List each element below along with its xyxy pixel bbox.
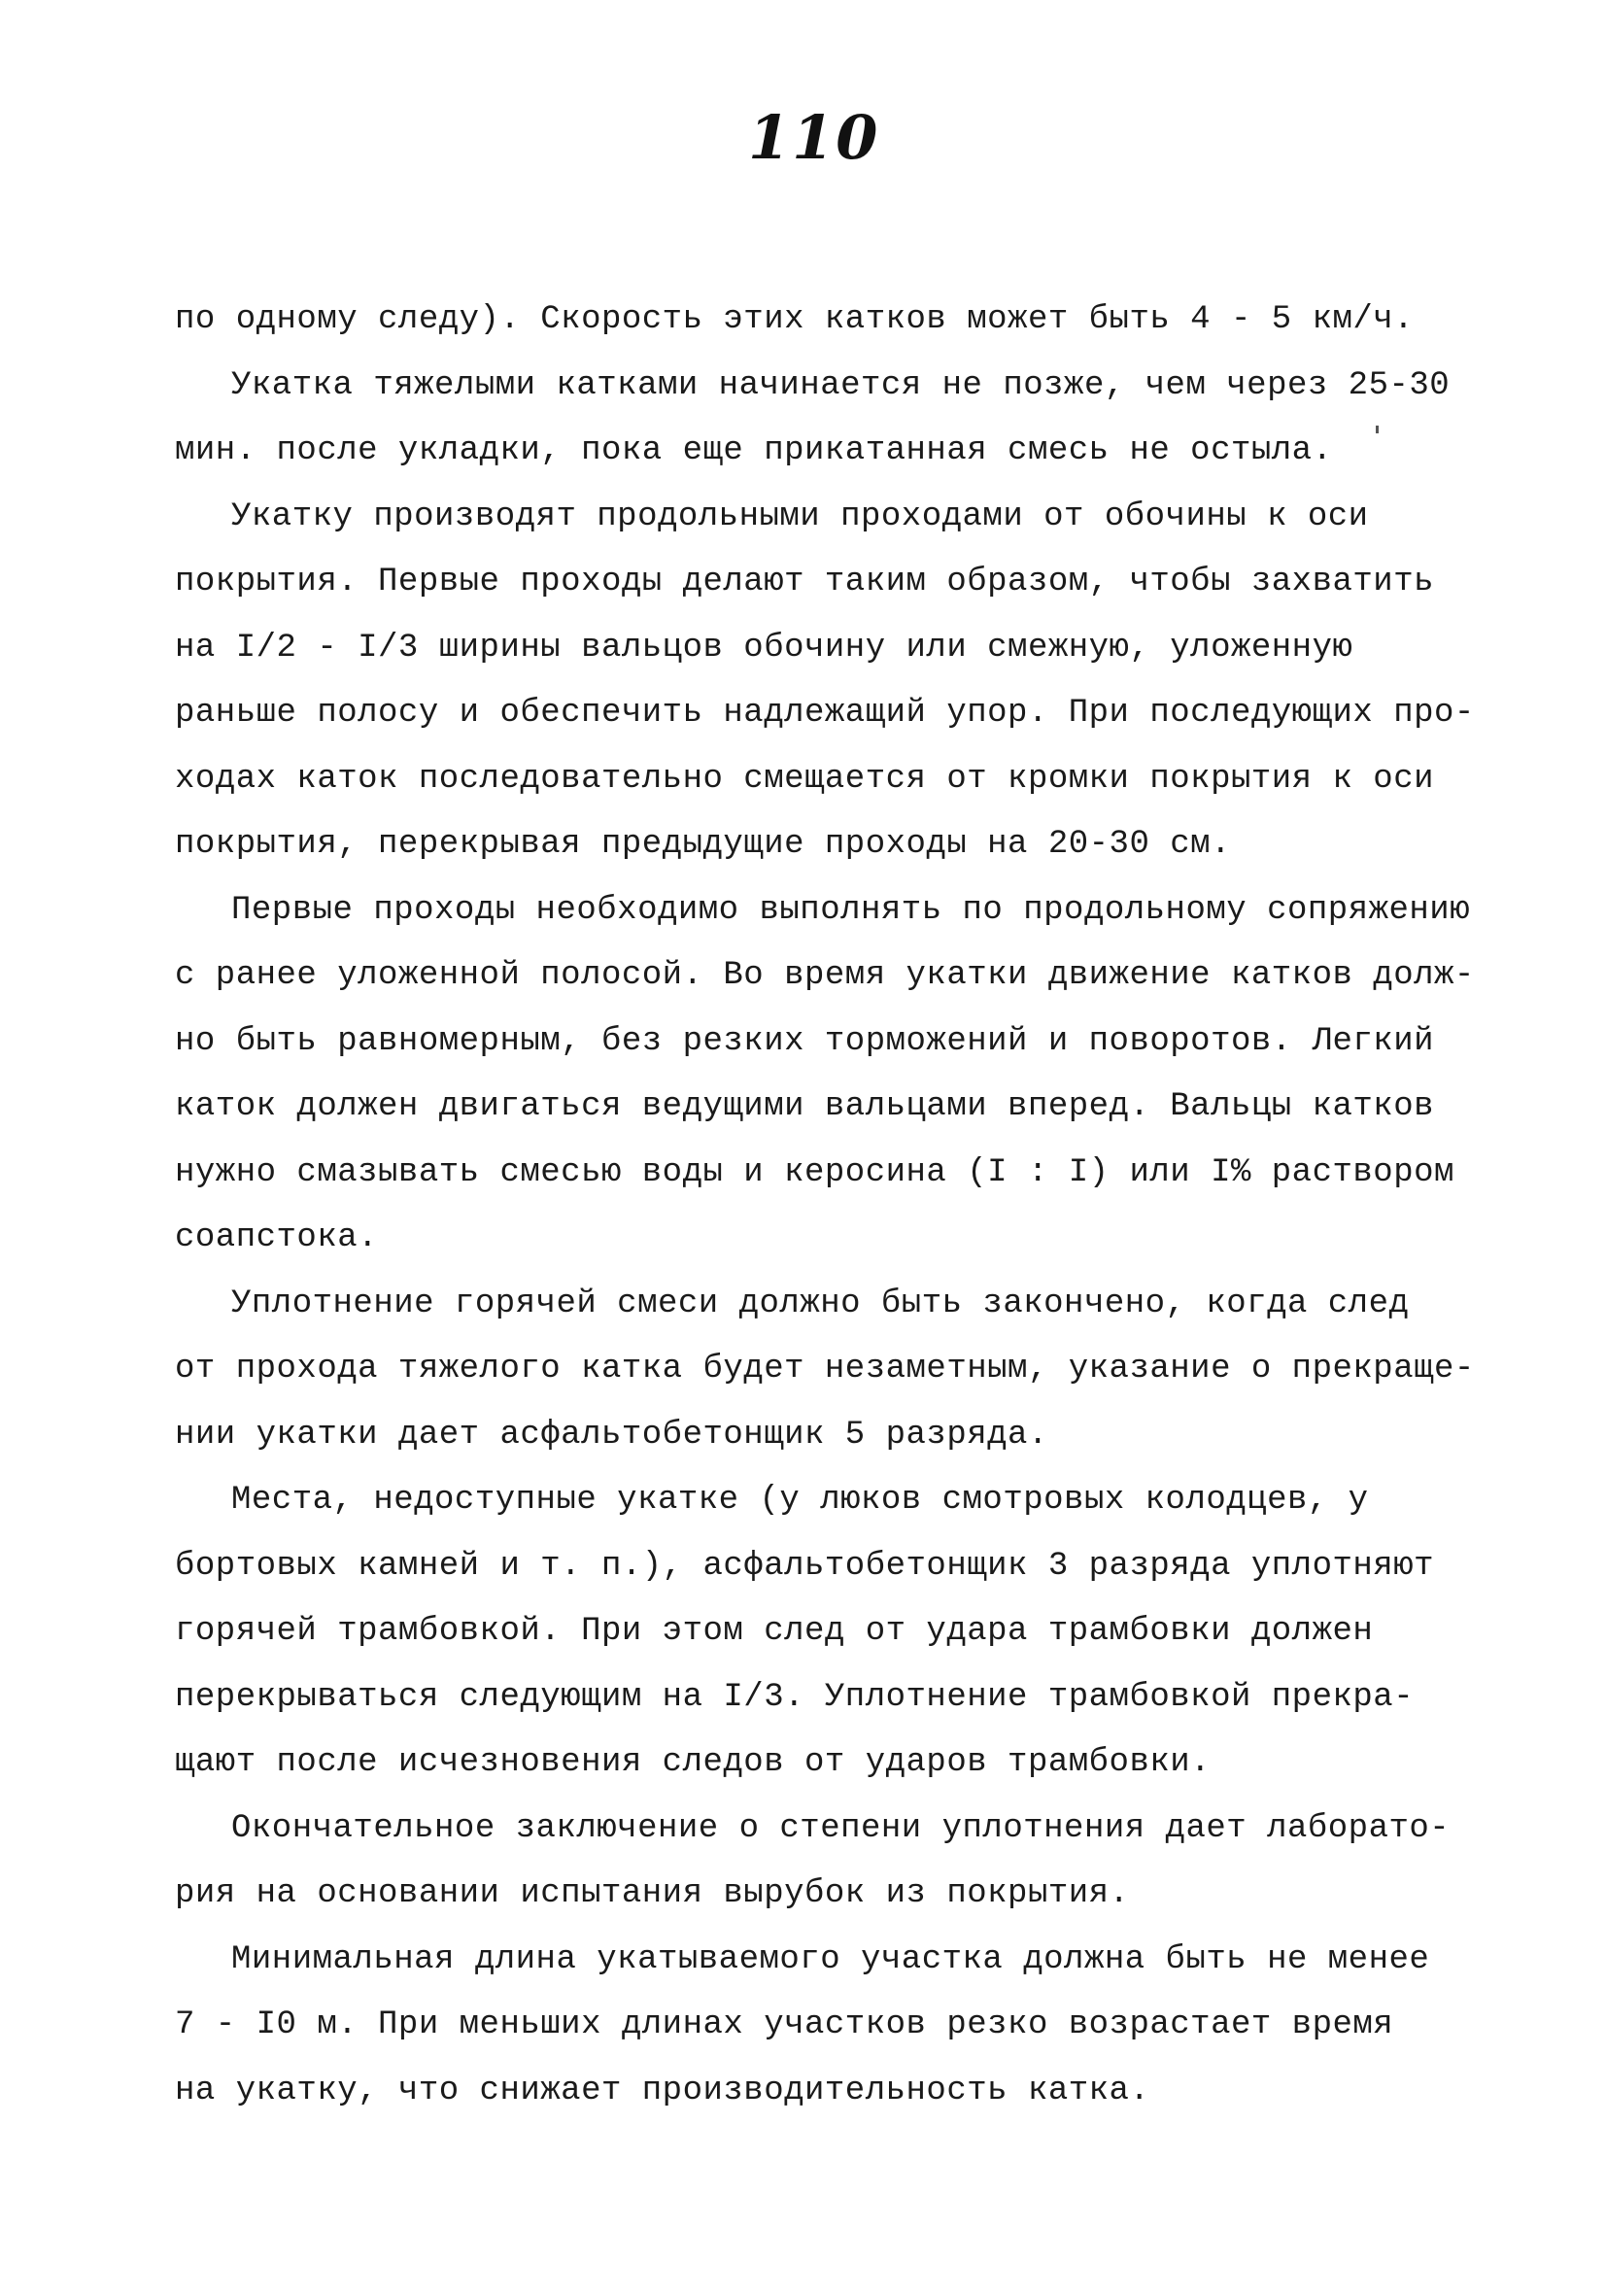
text-line: ходах каток последовательно смещается от кромки покрытия к оси (175, 760, 1435, 798)
paragraph-4 (175, 878, 1475, 1272)
text-line: раньше полосу и обеспечить надлежащий упор. При последующих про- (175, 695, 1475, 732)
paragraph-1 (175, 288, 1467, 354)
text-line: от прохода тяжелого катка будет незаметным, указание о прекраще- (175, 1351, 1475, 1388)
text-line: с ранее уложенной полосой. Во время укатки движение катков долж- (175, 957, 1475, 994)
text-line: Окончательное заключение о степени уплотнения дает лаборато- (231, 1809, 1451, 1847)
text-line: на укатку, что снижает производительность катка. (175, 2072, 1150, 2109)
document-body (175, 288, 1475, 2124)
text-line: бортовых камней и т. п.), асфальтобетонщик 3 разряда уплотняют (175, 1547, 1435, 1585)
text-line: 7 - I0 м. При меньших длинах участков резко возрастает время (175, 2006, 1394, 2043)
text-line: соапстока. (175, 1219, 379, 1256)
paragraph-8 (175, 1928, 1467, 2125)
text-line: покрытия. Первые проходы делают таким образом, чтобы захватить (175, 564, 1435, 600)
page-number: 110 (748, 102, 880, 173)
text-line: Укатку производят продольными проходами от обочины к оси (231, 497, 1369, 535)
text-line: нужно смазывать смесью воды и керосина (I : I) или I% раствором (175, 1153, 1454, 1191)
text-line: нии укатки дает асфальтобетонщик 5 разряда. (175, 1416, 1048, 1454)
text-line: щают после исчезновения следов от ударов трамбовки. (175, 1744, 1212, 1781)
text-line: Укатка тяжелыми катками начинается не позже, чем через 25-30 (231, 366, 1451, 404)
paragraph-2 (175, 354, 1467, 485)
paragraph-3 (175, 485, 1475, 878)
text-line: каток должен двигаться ведущими вальцами вперед. Вальцы катков (175, 1088, 1435, 1125)
paragraph-6 (175, 1468, 1467, 1797)
text-line: рия на основании испытания вырубок из покрытия. (175, 1875, 1130, 1912)
text-line: перекрываться следующим на I/3. Уплотнение трамбовкой прекра- (175, 1678, 1415, 1716)
text-line: Первые проходы необходимо выполнять по продольному сопряжению (231, 891, 1471, 929)
text-line: на I/2 - I/3 ширины вальцов обочину или смежную, уложенную (175, 629, 1353, 667)
text-line: покрытия, перекрывая предыдущие проходы на 20-30 см. (175, 826, 1231, 863)
text-line: Уплотнение горячей смеси должно быть закончено, когда след (231, 1285, 1410, 1322)
text-line: Минимальная длина укатываемого участка должна быть не менее (231, 1940, 1430, 1978)
text-line: Места, недоступные укатке (у люков смотровых колодцев, у (231, 1482, 1369, 1519)
paragraph-5 (175, 1272, 1475, 1469)
text-line: горячей трамбовкой. При этом след от удара трамбовки должен (175, 1613, 1374, 1650)
text-line: но быть равномерным, без резких торможений и поворотов. Легкий (175, 1022, 1435, 1060)
paragraph-7 (175, 1797, 1467, 1928)
text-line: по одному следу). Скорость этих катков может быть 4 - 5 км/ч. (175, 301, 1415, 338)
text-line: мин. после укладки, пока еще прикатанная смесь не остыла. (175, 432, 1333, 469)
